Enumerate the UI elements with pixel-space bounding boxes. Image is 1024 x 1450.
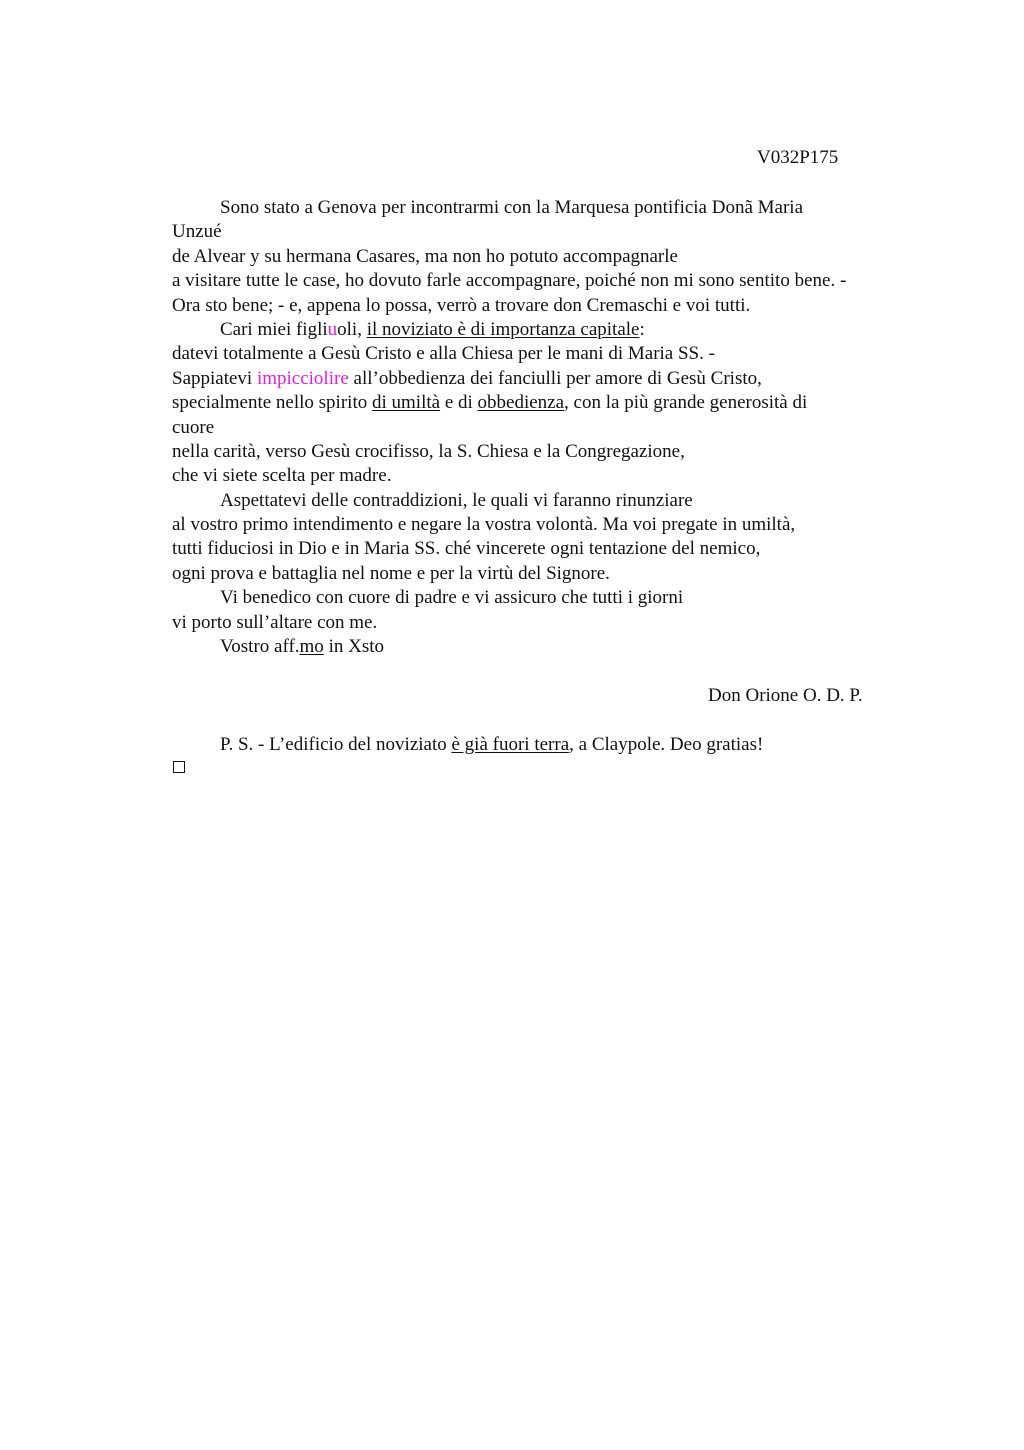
- p1-line-3: de Alvear y su hermana Casares, ma non ho potuto accompagnarle: [172, 245, 678, 267]
- p2-line-7: che vi siete scelta per madre.: [172, 465, 392, 487]
- letter-body: [172, 196, 932, 659]
- p2-line-3: [172, 367, 932, 391]
- p2-l4-underlined-2: obbedienza: [477, 392, 565, 414]
- empty-square-icon: [173, 761, 185, 773]
- closing-line: [172, 635, 932, 659]
- p2-l4-c: e di: [440, 392, 478, 414]
- p3-line-4: ogni prova e battaglia nel nome e per la virtù del Signore.: [172, 562, 610, 584]
- p2-l3-a: Sappiatevi: [172, 367, 257, 389]
- p2-l1-underlined: il noviziato è di importanza capitale: [366, 318, 640, 340]
- p2-l1-a: Cari miei figli: [220, 318, 328, 340]
- p2-l1-e: :: [639, 318, 645, 340]
- p2-line-2: datevi totalmente a Gesù Cristo e alla Chiesa per le mani di Maria SS. -: [172, 343, 715, 365]
- p2-l3-highlight: impicciolire: [256, 367, 349, 389]
- p3-line-2: al vostro primo intendimento e negare la vostra volontà. Ma voi pregate in umiltà,: [172, 514, 796, 536]
- p1-line-4: a visitare tutte le case, ho dovuto farle accompagnare, poiché non mi sono sentito bene. -: [172, 270, 847, 292]
- closing-c: in Xsto: [323, 636, 384, 658]
- closing-a: Vostro aff.: [220, 636, 300, 658]
- page-reference: V032P175: [757, 147, 839, 168]
- ps-a: P. S. - L’edificio del noviziato: [220, 734, 452, 755]
- p3-line-1: Aspettatevi delle contraddizioni, le quali vi faranno rinunziare: [220, 489, 693, 511]
- p1-line-5: Ora sto bene; - e, appena lo possa, verrò a trovare don Cremaschi e voi tutti.: [172, 294, 751, 316]
- p1-line-2: Unzué: [172, 221, 222, 243]
- p2-line-5: cuore: [172, 416, 215, 438]
- p2-l4-e: , con la più grande generosità di: [564, 392, 808, 414]
- postscript: [220, 734, 763, 756]
- p2-l4-underlined-1: di umiltà: [371, 392, 441, 414]
- p4-line-2: vi porto sull’altare con me.: [172, 611, 378, 633]
- p3-line-3: tutti fiduciosi in Dio e in Maria SS. ché vincerete ogni tentazione del nemico,: [172, 538, 761, 560]
- p2-l4-a: specialmente nello spirito: [172, 392, 372, 414]
- p2-l3-c: all’obbedienza dei fanciulli per amore di Gesù Cristo,: [348, 367, 762, 389]
- ps-c: , a Claypole. Deo gratias!: [569, 734, 764, 755]
- p4-line-1: Vi benedico con cuore di padre e vi assicuro che tutti i giorni: [220, 587, 684, 609]
- p2-l1-c: oli,: [337, 318, 367, 340]
- p2-line-4: [172, 391, 932, 415]
- p2-l1-highlight: u: [327, 318, 338, 340]
- p2-line-1: [172, 318, 932, 342]
- signature: Don Orione O. D. P.: [708, 685, 863, 706]
- p1-line-1: Sono stato a Genova per incontrarmi con la Marquesa pontificia Donã Maria: [220, 197, 804, 218]
- p2-line-6: nella carità, verso Gesù crocifisso, la S. Chiesa e la Congregazione,: [172, 440, 685, 462]
- ps-underlined: è già fuori terra: [451, 734, 570, 755]
- closing-underlined: mo: [299, 636, 324, 658]
